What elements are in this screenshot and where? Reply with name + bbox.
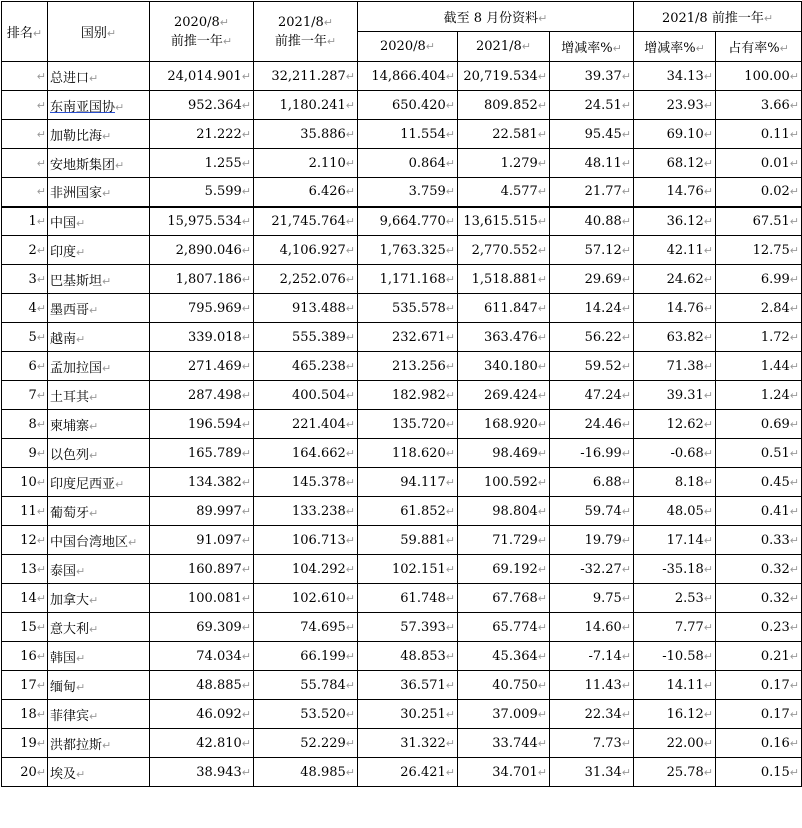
value-share-rate: 0.16↵ [716, 729, 802, 758]
value-trailing-change-rate: 12.62↵ [634, 410, 716, 439]
value-2020-trailing: 2,890.046↵ [150, 236, 254, 265]
value-2020-aug: 0.864↵ [358, 149, 458, 178]
value-2021-trailing: 400.504↵ [254, 381, 358, 410]
rank-cell: ↵ [2, 62, 48, 91]
rank-cell: 7↵ [2, 381, 48, 410]
value-change-rate: 57.12↵ [550, 236, 634, 265]
value-share-rate: 1.72↵ [716, 323, 802, 352]
country-name-cell: 墨西哥↵ [48, 294, 150, 323]
value-2020-trailing: 1.255↵ [150, 149, 254, 178]
value-share-rate: 0.45↵ [716, 468, 802, 497]
value-2021-trailing: 913.488↵ [254, 294, 358, 323]
value-share-rate: 1.24↵ [716, 381, 802, 410]
value-trailing-change-rate: 23.93↵ [634, 91, 716, 120]
value-2020-trailing: 46.092↵ [150, 700, 254, 729]
rank-cell: 14↵ [2, 584, 48, 613]
value-change-rate: 40.88↵ [550, 207, 634, 236]
country-name-cell: 印度尼西亚↵ [48, 468, 150, 497]
table-row [2, 410, 802, 439]
value-trailing-change-rate: 48.05↵ [634, 497, 716, 526]
value-2021-trailing: 35.886↵ [254, 120, 358, 149]
value-2020-aug: 3.759↵ [358, 178, 458, 207]
value-2021-trailing: 21,745.764↵ [254, 207, 358, 236]
table-row [2, 526, 802, 555]
import-data-table [1, 1, 802, 787]
value-2020-aug: 1,763.325↵ [358, 236, 458, 265]
value-2021-trailing: 52.229↵ [254, 729, 358, 758]
value-2021-aug: 2,770.552↵ [458, 236, 550, 265]
value-2020-aug: 213.256↵ [358, 352, 458, 381]
value-change-rate: 56.22↵ [550, 323, 634, 352]
country-name-cell: 埃及↵ [48, 758, 150, 787]
country-name-cell: 缅甸↵ [48, 671, 150, 700]
value-2020-aug: 1,171.168↵ [358, 265, 458, 294]
value-2020-trailing: 795.969↵ [150, 294, 254, 323]
value-change-rate: -16.99↵ [550, 439, 634, 468]
table-row [2, 497, 802, 526]
value-2021-aug: 363.476↵ [458, 323, 550, 352]
value-change-rate: 24.51↵ [550, 91, 634, 120]
rank-cell: 3↵ [2, 265, 48, 294]
table-row [2, 468, 802, 497]
value-trailing-change-rate: 14.76↵ [634, 294, 716, 323]
value-2021-trailing: 221.404↵ [254, 410, 358, 439]
country-name-cell: 巴基斯坦↵ [48, 265, 150, 294]
value-share-rate: 0.33↵ [716, 526, 802, 555]
value-2020-trailing: 165.789↵ [150, 439, 254, 468]
value-2021-trailing: 465.238↵ [254, 352, 358, 381]
value-share-rate: 6.99↵ [716, 265, 802, 294]
table-row [2, 294, 802, 323]
table-row [2, 178, 802, 207]
value-2020-trailing: 89.997↵ [150, 497, 254, 526]
rank-cell: 15↵ [2, 613, 48, 642]
value-trailing-change-rate: -35.18↵ [634, 555, 716, 584]
value-2020-trailing: 100.081↵ [150, 584, 254, 613]
value-change-rate: -32.27↵ [550, 555, 634, 584]
header-group-aug: 截至 8 月份资料↵ [358, 2, 634, 32]
value-share-rate: 3.66↵ [716, 91, 802, 120]
rank-cell: 10↵ [2, 468, 48, 497]
value-2021-aug: 1,518.881↵ [458, 265, 550, 294]
value-trailing-change-rate: 71.38↵ [634, 352, 716, 381]
table-row [2, 91, 802, 120]
value-2021-aug: 33.744↵ [458, 729, 550, 758]
value-change-rate: 21.77↵ [550, 178, 634, 207]
country-name-cell: 韩国↵ [48, 642, 150, 671]
value-2020-trailing: 196.594↵ [150, 410, 254, 439]
country-name-cell: 印度↵ [48, 236, 150, 265]
rank-cell: 19↵ [2, 729, 48, 758]
rank-cell: ↵ [2, 91, 48, 120]
value-2020-aug: 26.421↵ [358, 758, 458, 787]
table-row [2, 352, 802, 381]
rank-cell: 13↵ [2, 555, 48, 584]
value-share-rate: 0.51↵ [716, 439, 802, 468]
table-row [2, 758, 802, 787]
value-trailing-change-rate: 68.12↵ [634, 149, 716, 178]
value-2020-trailing: 339.018↵ [150, 323, 254, 352]
value-2021-aug: 611.847↵ [458, 294, 550, 323]
value-2021-aug: 340.180↵ [458, 352, 550, 381]
value-share-rate: 0.17↵ [716, 700, 802, 729]
rank-cell: 20↵ [2, 758, 48, 787]
rank-cell: 2↵ [2, 236, 48, 265]
value-trailing-change-rate: 39.31↵ [634, 381, 716, 410]
value-2020-aug: 535.578↵ [358, 294, 458, 323]
value-trailing-change-rate: 8.18↵ [634, 468, 716, 497]
value-2020-trailing: 74.034↵ [150, 642, 254, 671]
rank-cell: ↵ [2, 178, 48, 207]
value-2020-aug: 232.671↵ [358, 323, 458, 352]
value-2020-aug: 31.322↵ [358, 729, 458, 758]
value-2021-trailing: 133.238↵ [254, 497, 358, 526]
value-2020-aug: 59.881↵ [358, 526, 458, 555]
value-2021-aug: 22.581↵ [458, 120, 550, 149]
value-2020-trailing: 952.364↵ [150, 91, 254, 120]
value-share-rate: 0.32↵ [716, 555, 802, 584]
value-change-rate: 11.43↵ [550, 671, 634, 700]
value-2020-trailing: 271.469↵ [150, 352, 254, 381]
value-change-rate: 24.46↵ [550, 410, 634, 439]
value-share-rate: 0.02↵ [716, 178, 802, 207]
value-2020-trailing: 69.309↵ [150, 613, 254, 642]
header-sub-change: 增减率%↵ [550, 32, 634, 62]
value-2020-aug: 9,664.770↵ [358, 207, 458, 236]
value-trailing-change-rate: 14.11↵ [634, 671, 716, 700]
header-sub-trailing-change: 增减率%↵ [634, 32, 716, 62]
table-row [2, 700, 802, 729]
value-2021-aug: 20,719.534↵ [458, 62, 550, 91]
value-2020-aug: 182.982↵ [358, 381, 458, 410]
rank-cell: 12↵ [2, 526, 48, 555]
value-2021-trailing: 1,180.241↵ [254, 91, 358, 120]
value-change-rate: 29.69↵ [550, 265, 634, 294]
rank-cell: 8↵ [2, 410, 48, 439]
value-share-rate: 0.15↵ [716, 758, 802, 787]
value-2021-trailing: 74.695↵ [254, 613, 358, 642]
country-name-cell: 菲律宾↵ [48, 700, 150, 729]
value-2020-aug: 48.853↵ [358, 642, 458, 671]
value-share-rate: 1.44↵ [716, 352, 802, 381]
value-2020-aug: 650.420↵ [358, 91, 458, 120]
value-share-rate: 0.41↵ [716, 497, 802, 526]
value-2021-trailing: 145.378↵ [254, 468, 358, 497]
value-2020-trailing: 287.498↵ [150, 381, 254, 410]
value-2020-aug: 61.748↵ [358, 584, 458, 613]
value-trailing-change-rate: 63.82↵ [634, 323, 716, 352]
value-share-rate: 0.69↵ [716, 410, 802, 439]
country-name-cell: 土耳其↵ [48, 381, 150, 410]
value-2021-aug: 67.768↵ [458, 584, 550, 613]
country-name-cell: 东南亚国协↵ [48, 91, 150, 120]
value-2021-trailing: 66.199↵ [254, 642, 358, 671]
value-change-rate: 47.24↵ [550, 381, 634, 410]
value-share-rate: 0.17↵ [716, 671, 802, 700]
value-2021-aug: 98.469↵ [458, 439, 550, 468]
rank-cell: ↵ [2, 149, 48, 178]
value-share-rate: 12.75↵ [716, 236, 802, 265]
value-2021-aug: 98.804↵ [458, 497, 550, 526]
country-name-cell: 越南↵ [48, 323, 150, 352]
value-2021-aug: 40.750↵ [458, 671, 550, 700]
value-2020-aug: 102.151↵ [358, 555, 458, 584]
value-2020-trailing: 160.897↵ [150, 555, 254, 584]
value-2021-aug: 45.364↵ [458, 642, 550, 671]
rank-cell: 17↵ [2, 671, 48, 700]
rank-cell: 1↵ [2, 207, 48, 236]
value-2021-trailing: 102.610↵ [254, 584, 358, 613]
value-change-rate: 31.34↵ [550, 758, 634, 787]
table-row [2, 555, 802, 584]
value-change-rate: 59.52↵ [550, 352, 634, 381]
value-trailing-change-rate: 25.78↵ [634, 758, 716, 787]
table-row [2, 207, 802, 236]
country-name-cell: 泰国↵ [48, 555, 150, 584]
value-2021-trailing: 32,211.287↵ [254, 62, 358, 91]
rank-cell: 16↵ [2, 642, 48, 671]
value-2020-aug: 94.117↵ [358, 468, 458, 497]
value-share-rate: 0.11↵ [716, 120, 802, 149]
country-name-cell: 柬埔寨↵ [48, 410, 150, 439]
value-2020-trailing: 48.885↵ [150, 671, 254, 700]
value-2021-trailing: 2.110↵ [254, 149, 358, 178]
country-name-cell: 孟加拉国↵ [48, 352, 150, 381]
value-trailing-change-rate: 42.11↵ [634, 236, 716, 265]
table-row [2, 265, 802, 294]
value-change-rate: 14.60↵ [550, 613, 634, 642]
table-row [2, 381, 802, 410]
country-name-cell: 总进口↵ [48, 62, 150, 91]
value-trailing-change-rate: 2.53↵ [634, 584, 716, 613]
value-change-rate: 59.74↵ [550, 497, 634, 526]
country-name-cell: 洪都拉斯↵ [48, 729, 150, 758]
value-share-rate: 0.01↵ [716, 149, 802, 178]
table-row [2, 120, 802, 149]
value-change-rate: 19.79↵ [550, 526, 634, 555]
table-row [2, 642, 802, 671]
value-2020-aug: 61.852↵ [358, 497, 458, 526]
rank-cell: 11↵ [2, 497, 48, 526]
rank-cell: 5↵ [2, 323, 48, 352]
value-trailing-change-rate: 14.76↵ [634, 178, 716, 207]
value-change-rate: 14.24↵ [550, 294, 634, 323]
value-2021-trailing: 48.985↵ [254, 758, 358, 787]
value-trailing-change-rate: 16.12↵ [634, 700, 716, 729]
country-name-cell: 加拿大↵ [48, 584, 150, 613]
country-name-cell: 中国↵ [48, 207, 150, 236]
rank-cell: 9↵ [2, 439, 48, 468]
country-rows [2, 207, 802, 787]
table-row [2, 149, 802, 178]
header-2021-trailing: 2021/8↵ 前推一年↵ [254, 2, 358, 62]
value-trailing-change-rate: -0.68↵ [634, 439, 716, 468]
value-2021-aug: 1.279↵ [458, 149, 550, 178]
table-row [2, 671, 802, 700]
value-2020-trailing: 15,975.534↵ [150, 207, 254, 236]
value-2021-trailing: 53.520↵ [254, 700, 358, 729]
header-sub-2021: 2021/8↵ [458, 32, 550, 62]
header-sub-share: 占有率%↵ [716, 32, 802, 62]
value-change-rate: 48.11↵ [550, 149, 634, 178]
value-share-rate: 2.84↵ [716, 294, 802, 323]
table-row [2, 439, 802, 468]
value-share-rate: 0.23↵ [716, 613, 802, 642]
table-row [2, 323, 802, 352]
rank-cell: 4↵ [2, 294, 48, 323]
value-2021-trailing: 6.426↵ [254, 178, 358, 207]
table-row [2, 729, 802, 758]
value-2021-aug: 13,615.515↵ [458, 207, 550, 236]
value-2021-trailing: 2,252.076↵ [254, 265, 358, 294]
value-2021-aug: 37.009↵ [458, 700, 550, 729]
summary-rows [2, 62, 802, 207]
value-2020-aug: 135.720↵ [358, 410, 458, 439]
value-2020-trailing: 21.222↵ [150, 120, 254, 149]
value-2020-trailing: 38.943↵ [150, 758, 254, 787]
value-2020-trailing: 1,807.186↵ [150, 265, 254, 294]
country-name-cell: 葡萄牙↵ [48, 497, 150, 526]
table-row [2, 236, 802, 265]
table-row [2, 584, 802, 613]
header-sub-2020: 2020/8↵ [358, 32, 458, 62]
value-trailing-change-rate: 24.62↵ [634, 265, 716, 294]
value-share-rate: 67.51↵ [716, 207, 802, 236]
value-2021-aug: 809.852↵ [458, 91, 550, 120]
value-change-rate: 95.45↵ [550, 120, 634, 149]
header-2020-trailing: 2020/8↵ 前推一年↵ [150, 2, 254, 62]
value-2020-trailing: 91.097↵ [150, 526, 254, 555]
value-2021-trailing: 55.784↵ [254, 671, 358, 700]
value-2020-trailing: 42.810↵ [150, 729, 254, 758]
country-name-cell: 以色列↵ [48, 439, 150, 468]
value-2021-aug: 269.424↵ [458, 381, 550, 410]
value-2021-aug: 4.577↵ [458, 178, 550, 207]
value-2021-aug: 168.920↵ [458, 410, 550, 439]
value-change-rate: 22.34↵ [550, 700, 634, 729]
header-group-trailing: 2021/8 前推一年↵ [634, 2, 802, 32]
value-change-rate: 6.88↵ [550, 468, 634, 497]
value-share-rate: 100.00↵ [716, 62, 802, 91]
rank-cell: ↵ [2, 120, 48, 149]
country-name-cell: 加勒比海↵ [48, 120, 150, 149]
country-name-cell: 安地斯集团↵ [48, 149, 150, 178]
value-trailing-change-rate: 7.77↵ [634, 613, 716, 642]
value-2020-aug: 30.251↵ [358, 700, 458, 729]
value-change-rate: 9.75↵ [550, 584, 634, 613]
value-change-rate: 39.37↵ [550, 62, 634, 91]
value-2021-trailing: 4,106.927↵ [254, 236, 358, 265]
value-2021-aug: 71.729↵ [458, 526, 550, 555]
value-2021-aug: 69.192↵ [458, 555, 550, 584]
value-2020-aug: 36.571↵ [358, 671, 458, 700]
value-2021-aug: 34.701↵ [458, 758, 550, 787]
table-row [2, 62, 802, 91]
country-name-cell: 非洲国家↵ [48, 178, 150, 207]
header-country: 国别↵ [48, 2, 150, 62]
value-2020-aug: 57.393↵ [358, 613, 458, 642]
country-name-cell: 意大利↵ [48, 613, 150, 642]
value-2021-aug: 100.592↵ [458, 468, 550, 497]
rank-cell: 18↵ [2, 700, 48, 729]
value-2021-trailing: 106.713↵ [254, 526, 358, 555]
value-2020-trailing: 134.382↵ [150, 468, 254, 497]
value-2021-trailing: 104.292↵ [254, 555, 358, 584]
value-2021-aug: 65.774↵ [458, 613, 550, 642]
header-rank: 排名↵ [2, 2, 48, 62]
value-trailing-change-rate: 17.14↵ [634, 526, 716, 555]
value-share-rate: 0.21↵ [716, 642, 802, 671]
value-trailing-change-rate: 34.13↵ [634, 62, 716, 91]
country-name-cell: 中国台湾地区↵ [48, 526, 150, 555]
value-2020-trailing: 5.599↵ [150, 178, 254, 207]
value-trailing-change-rate: 36.12↵ [634, 207, 716, 236]
value-2021-trailing: 555.389↵ [254, 323, 358, 352]
value-2020-aug: 14,866.404↵ [358, 62, 458, 91]
value-share-rate: 0.32↵ [716, 584, 802, 613]
table-row [2, 613, 802, 642]
value-2021-trailing: 164.662↵ [254, 439, 358, 468]
value-trailing-change-rate: -10.58↵ [634, 642, 716, 671]
value-2020-aug: 118.620↵ [358, 439, 458, 468]
value-trailing-change-rate: 69.10↵ [634, 120, 716, 149]
value-2020-aug: 11.554↵ [358, 120, 458, 149]
value-change-rate: 7.73↵ [550, 729, 634, 758]
value-trailing-change-rate: 22.00↵ [634, 729, 716, 758]
rank-cell: 6↵ [2, 352, 48, 381]
value-2020-trailing: 24,014.901↵ [150, 62, 254, 91]
value-change-rate: -7.14↵ [550, 642, 634, 671]
